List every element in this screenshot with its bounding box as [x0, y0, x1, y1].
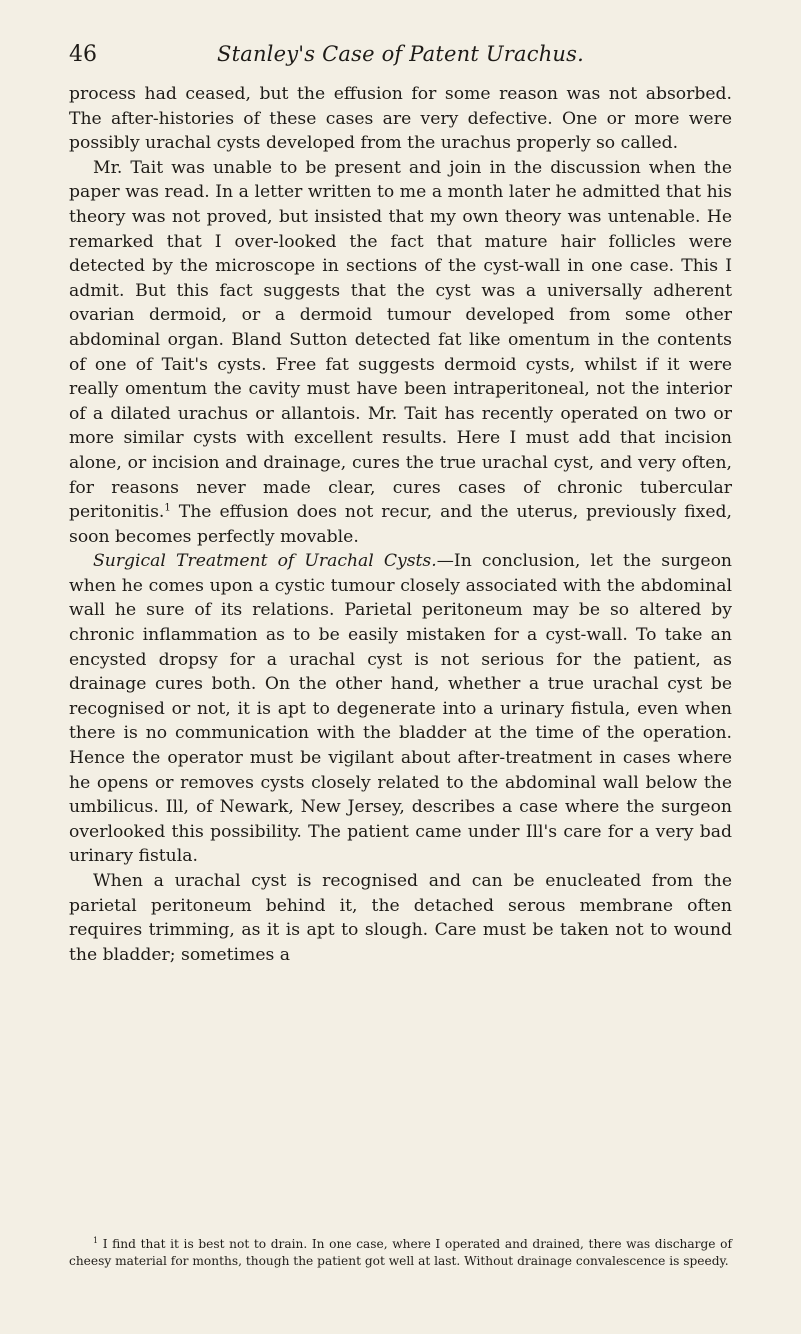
paragraph-continuation: process had ceased, but the effusion for some reason was not absorbed. The after-histories of these cases are very defective. One or more were possibly urachal cysts developed from the urachus properly so called.: [69, 84, 732, 154]
page-header: [69, 42, 732, 72]
body-text: [69, 82, 732, 967]
section-heading: Surgical Treatment of Urachal Cysts.: [93, 551, 437, 572]
footnote-text: I find that it is best not to drain. In one case, where I operated and drained, there was discharge of cheesy material for months, though the patient got well at last. Without drainage convalescence is speedy.: [69, 1237, 732, 1268]
page-number: 46: [69, 42, 97, 67]
paragraph-text: Mr. Tait was unable to be present and join in the discussion when the paper was read. In a letter written to me a month later he admitted that his theory was not proved, but insisted that my own theory was untenable. He remarked that I over-looked the fact that mature hair follicles were detected by the microscope in sections of the cyst-wall in one case. This I admit. But this fact suggests that the cyst was a universally adherent ovarian dermoid, or a dermoid tumour developed from some other abdominal organ. Bland Sutton detected fat like omentum in the contents of one of Tait's cysts. Free fat suggests dermoid cysts, whilst if it were really omentum the cavity must have been intraperitoneal, not the interior of a dilated urachus or allantois. Mr. Tait has recently operated on two or more similar cysts with excellent results. Here I must add that incision alone, or incision and drainage, cures the true urachal cyst, and very often, for reasons never made clear, cures cases of chronic tubercular peritonitis.: [69, 157, 732, 523]
paragraph-text: —In conclusion, let the surgeon when he comes upon a cystic tumour closely associated with the abdominal wall he sure of its relations. Parietal peritoneum may be so altered by chronic inflammation as to be easily mistaken for a cyst-wall. To take an encysted dropsy for a urachal cyst is not serious for the patient, as drainage cures both. On the other hand, whether a true urachal cyst be recognised or not, it is apt to degenerate into a urinary fistula, even when there is no communication with the bladder at the time of the operation. Hence the operator must be vigilant about after-treatment in cases where he opens or removes cysts closely related to the abdominal wall below the umbilicus. Ill, of Newark, New Jersey, describes a case where the surgeon overlooked this possibility. The patient came under Ill's care for a very bad urinary fistula.: [69, 551, 732, 867]
running-title: Stanley's Case of Patent Urachus.: [217, 42, 584, 66]
footnote-paragraph: [69, 1236, 732, 1270]
paragraph-tait-letter: [69, 156, 732, 550]
footnote-marker: 1: [93, 1235, 99, 1245]
footnote-reference: 1: [164, 502, 171, 514]
paragraph-enucleation: When a urachal cyst is recognised and can be enucleated from the parietal peritoneum behind it, the detached serous membrane often requires trimming, as it is apt to slough. Care must be taken not to wound the bladder; sometimes a: [69, 871, 732, 965]
paragraph-surgical-treatment: [69, 549, 732, 869]
paragraph-text-end: The effusion does not recur, and the uterus, previously fixed, soon becomes perfectly movable.: [69, 502, 732, 547]
footnote: [69, 1236, 732, 1270]
